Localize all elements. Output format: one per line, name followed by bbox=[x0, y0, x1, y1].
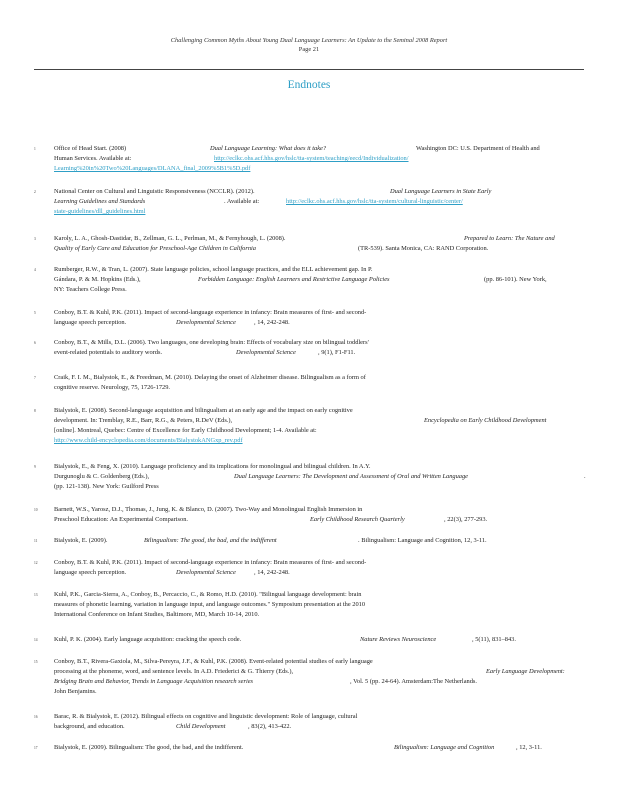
endnote-number: 13 bbox=[34, 593, 38, 597]
endnote-text: Conboy, B.T., Rivera-Gaxiola, M., Silva-Pereyra, J.F., & Kuhl, P.K. (2008). Event-related potential studies of early language bbox=[54, 658, 373, 665]
endnote-title: Encyclopedia on Early Childhood Development bbox=[424, 417, 547, 424]
endnote-text: development. In: Tremblay, R.E., Barr, R.G., & Peters, R.DeV (Eds.), bbox=[54, 417, 233, 424]
endnote-text: , Vol. 5 (pp. 24-64). Amsterdam:The Netherlands. bbox=[350, 678, 478, 685]
endnote-number: 6 bbox=[34, 341, 36, 345]
endnote-link[interactable]: Learning%20in%20Two%20Languages/DLANA_final_2009%5B1%5D.pdf bbox=[54, 165, 251, 172]
endnote-text: cognitive reserve. Neurology, 75, 1726-1729. bbox=[54, 384, 171, 391]
endnote-number: 15 bbox=[34, 660, 38, 664]
endnote-number: 9 bbox=[34, 465, 36, 469]
endnote-title: Child Development bbox=[176, 723, 226, 730]
endnote-title: Learning Guidelines and Standards bbox=[54, 198, 146, 205]
endnote-number: 2 bbox=[34, 190, 36, 194]
endnote-text: Preschool Education: An Experimental Comparison. bbox=[54, 516, 188, 523]
endnote-title: Bilingualism: Language and Cognition bbox=[394, 744, 495, 751]
endnote-text: [online]. Montreal, Quebec: Centre of Excellence for Early Childhood Development; 1-4. Available at: bbox=[54, 427, 317, 434]
endnote-number: 5 bbox=[34, 311, 36, 315]
endnote-text: , 12, 3-11. bbox=[516, 744, 542, 751]
endnote-text: Durgunoglu & C. Goldenberg (Eds.), bbox=[54, 473, 150, 480]
endnote-text: Kuhl, P. K. (2004). Early language acquisition: cracking the speech code. bbox=[54, 636, 242, 643]
endnote-text: processing at the phoneme, word, and sentence levels. In A.D. Friederici & G. Thierry (Eds.), bbox=[54, 668, 294, 675]
endnote-title: Nature Reviews Neuroscience bbox=[360, 636, 437, 643]
endnote-text: , 5(11), 831–843. bbox=[472, 636, 516, 643]
endnote-title: Early Childhood Research Quarterly bbox=[310, 516, 405, 523]
endnote-text: Bialystok, E. (2008). Second-language acquisition and bilingualism at an early age and the impact on early cognitive bbox=[54, 407, 353, 414]
endnote-text: (pp. 121-138). New York: Guilford Press bbox=[54, 483, 159, 490]
endnote-title: Dual Language Learners: The Development and Assessment of Oral and Written Language bbox=[234, 473, 469, 480]
endnote-number: 16 bbox=[34, 715, 38, 719]
endnote-number: 1 bbox=[34, 147, 36, 151]
endnote-text: Barnett, W.S., Yarosz, D.J., Thomas, J., Jung, K. & Blanco, D. (2007). Two-Way and Monolingual English Immersion in bbox=[54, 506, 363, 513]
endnote-text: event-related potentials to auditory words. bbox=[54, 349, 163, 356]
endnote-text: John Benjamins. bbox=[54, 688, 97, 695]
header-divider bbox=[34, 69, 584, 70]
endnote-number: 4 bbox=[34, 268, 36, 272]
endnote-number: 3 bbox=[34, 237, 36, 241]
section-title: Endnotes bbox=[287, 79, 331, 91]
endnote-title: Early Language Development: bbox=[486, 668, 565, 675]
endnote-number: 12 bbox=[34, 561, 38, 565]
endnote-number: 11 bbox=[34, 539, 38, 543]
endnote-text: . Bilingualism: Language and Cognition, 12, 3-11. bbox=[358, 537, 487, 544]
endnote-text: Conboy, B.T. & Kuhl, P.K. (2011). Impact of second-language experience in infancy: Brain measures of first- and second- bbox=[54, 309, 367, 316]
endnote-text: Gándara, P. & M. Hopkins (Eds.), bbox=[54, 276, 141, 283]
endnote-text: (pp. 86-101). New York, bbox=[484, 276, 547, 283]
endnote-text: International Conference on Infant Studies, Baltimore, MD, March 10-14, 2010. bbox=[54, 611, 260, 618]
endnote-number: 10 bbox=[34, 508, 38, 512]
endnote-title: Developmental Science bbox=[176, 319, 236, 326]
endnote-title: Bridging Brain and Behavior, Trends in Language Acquisition research series bbox=[54, 678, 254, 685]
endnote-text: NY: Teachers College Press. bbox=[54, 286, 127, 293]
endnote-link[interactable]: state-guidelines/dll_guidelines.html bbox=[54, 208, 146, 215]
endnote-title: Developmental Science bbox=[236, 349, 296, 356]
endnote-text: , 14, 242-248. bbox=[254, 319, 290, 326]
endnote-text: Kuhl, P.K., Garcia-Sierra, A., Conboy, B., Percaccio, C., & Romo, H.D. (2010). "Bilingual language development: brain bbox=[54, 591, 362, 598]
endnote-text: National Center on Cultural and Linguistic Responsiveness (NCCLR). (2012). bbox=[54, 188, 255, 195]
endnote-text: Conboy, B.T. & Kuhl, P.K. (2011). Impact of second-language experience in infancy: Brain measures of first- and second- bbox=[54, 559, 367, 566]
endnote-number: 7 bbox=[34, 376, 36, 380]
endnote-text: Karoly, L. A., Ghosh-Dastidar, B., Zellman, G. L., Perlman, M., & Fernyhough, L. (2008). bbox=[54, 235, 286, 242]
endnote-text: background, and education. bbox=[54, 723, 125, 730]
endnote-text: Human Services. Available at: bbox=[54, 155, 132, 162]
endnote-text: Bialystok, E. (2009). Bilingualism: The good, the bad, and the indifferent. bbox=[54, 744, 244, 751]
endnote-text: , 9(1), F1-F11. bbox=[318, 349, 356, 356]
endnote-title: Developmental Science bbox=[176, 569, 236, 576]
endnote-title: Dual Language Learners in State Early bbox=[390, 188, 492, 195]
endnote-text: Washington DC: U.S. Department of Health and bbox=[416, 145, 540, 152]
endnote-text: Bialystok, E., & Feng, X. (2010). Language proficiency and its implications for monolingual and bilingual children. In A.Y. bbox=[54, 463, 371, 470]
endnote-text: , 14, 242-248. bbox=[254, 569, 290, 576]
endnote-title: Bilingualism: The good, the bad, and the indifferent bbox=[144, 537, 277, 544]
endnote-text: Bialystok, E. (2009). bbox=[54, 537, 108, 544]
endnote-link[interactable]: http://eclkc.ohs.acf.hhs.gov/hslc/tta-system/cultural-linguistic/center/ bbox=[286, 198, 463, 205]
endnote-text: Conboy, B.T., & Mills, D.L. (2006). Two languages, one developing brain: Effects of vocabulary size on bilingual toddlers' bbox=[54, 339, 369, 346]
endnote-text: language speech perception. bbox=[54, 569, 127, 576]
endnote-link[interactable]: http://eclkc.ohs.acf.hhs.gov/hslc/tta-system/teaching/eecd/Individualization/ bbox=[214, 155, 409, 162]
endnote-link[interactable]: http://www.child-encyclopedia.com/documents/BialystokANGxp_rev.pdf bbox=[54, 437, 243, 444]
running-header bbox=[0, 36, 618, 54]
endnote-text: Barac, R. & Bialystok, E. (2012). Bilingual effects on cognitive and linguistic development: Role of language, cultural bbox=[54, 713, 358, 720]
report-title: Challenging Common Myths About Young Dual Language Learners: An Update to the Seminal 2008 Report bbox=[170, 37, 448, 44]
endnote-text: . Available at: bbox=[224, 198, 260, 205]
endnote-text: , 83(2), 413-422. bbox=[248, 723, 292, 730]
endnote-text: , 22(3), 277-293. bbox=[444, 516, 488, 523]
endnote-text: . bbox=[584, 473, 586, 480]
endnote-title: Forbidden Language: English Learners and Restrictive Language Policies bbox=[198, 276, 390, 283]
endnote-text: Office of Head Start. (2008) bbox=[54, 145, 127, 152]
endnote-text: (TR-539). Santa Monica, CA: RAND Corporation. bbox=[358, 245, 489, 252]
endnote-number: 14 bbox=[34, 638, 38, 642]
endnote-title: Quality of Early Care and Education for Preschool-Age Children in California bbox=[54, 245, 256, 252]
endnote-number: 8 bbox=[34, 409, 36, 413]
endnote-number: 17 bbox=[34, 746, 38, 750]
endnote-title: Prepared to Learn: The Nature and bbox=[464, 235, 555, 242]
endnote-text: language speech perception. bbox=[54, 319, 127, 326]
endnote-text: measures of phonetic learning, variation in language input, and language outcomes." Symposium presentation at the 2010 bbox=[54, 601, 366, 608]
endnote-title: Dual Language Learning: What does it take? bbox=[210, 145, 327, 152]
endnote-text: Rumberger, R.W., & Tran, L. (2007). State language policies, school language practices, and the ELL achievement gap. In P. bbox=[54, 266, 373, 273]
page-number: Page 21 bbox=[298, 46, 320, 53]
endnote-text: Craik, F. I. M., Bialystok, E., & Freedman, M. (2010). Delaying the onset of Alzheimer disease. Bilingualism as a form of bbox=[54, 374, 366, 381]
